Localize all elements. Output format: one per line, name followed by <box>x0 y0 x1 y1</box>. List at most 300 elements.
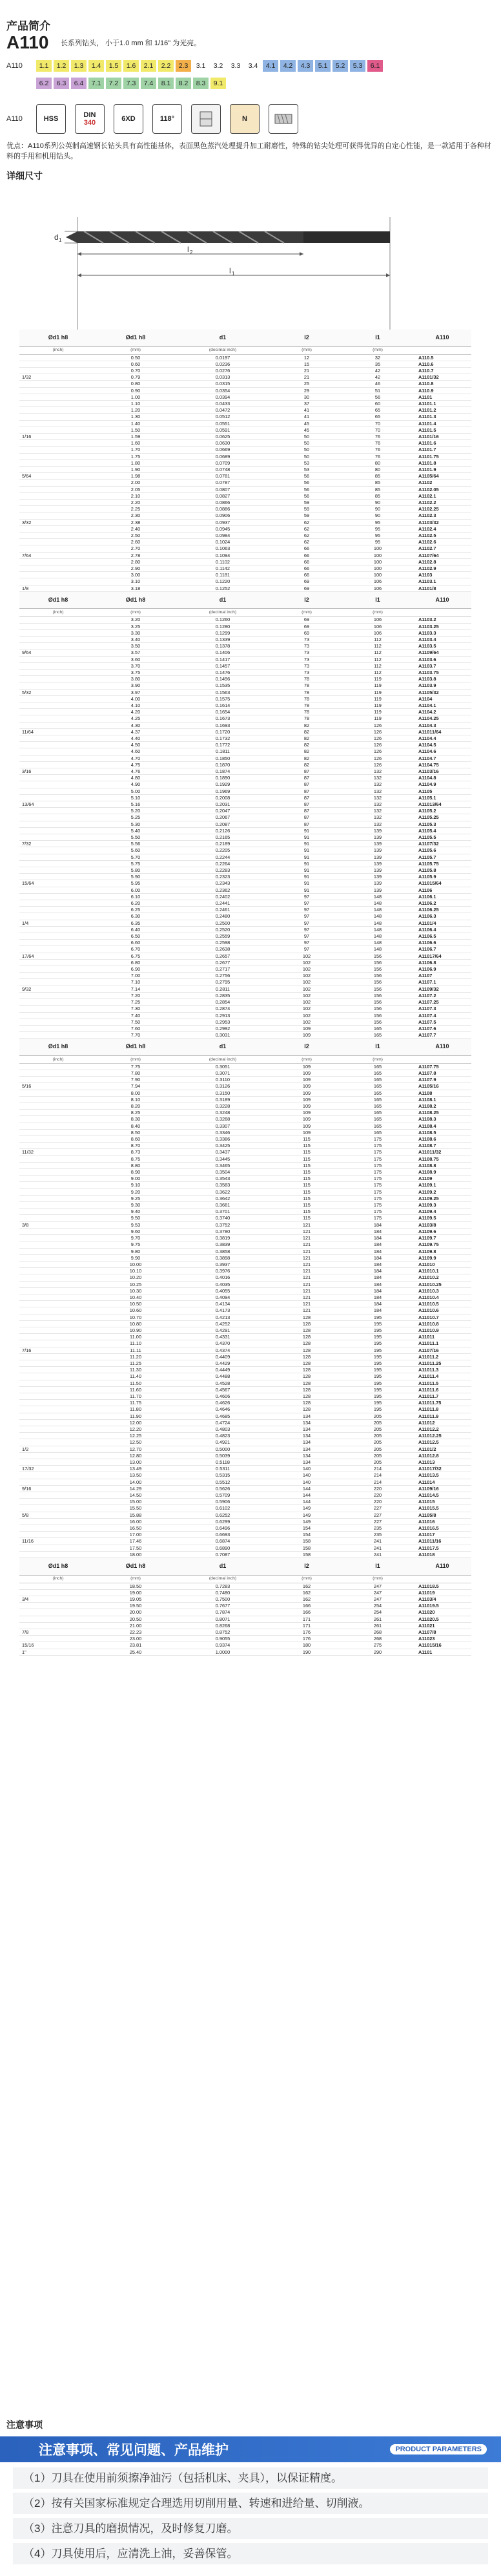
table-cell: 5/16 <box>19 1083 97 1090</box>
table-cell: 0.4134 <box>174 1301 271 1307</box>
table-cell: 85 <box>342 492 413 499</box>
table-cell <box>19 1116 97 1123</box>
table-cell: 112 <box>342 643 413 649</box>
material-chip: 4.2 <box>280 60 296 72</box>
table-cell: 8.90 <box>97 1169 174 1176</box>
banner-subtitle: PRODUCT PARAMETERS <box>390 2444 487 2455</box>
table-cell: A1109.2 <box>413 1188 471 1195</box>
table-cell: 0.8268 <box>174 1622 271 1629</box>
table-cell <box>19 1248 97 1254</box>
table-cell: A1107/64 <box>413 552 471 558</box>
table-cell: 59 <box>271 512 342 519</box>
table-cell: 140 <box>271 1472 342 1479</box>
table-cell: 9.10 <box>97 1182 174 1188</box>
table-cell: 144 <box>271 1499 342 1505</box>
table-cell: 8.70 <box>97 1143 174 1149</box>
table-row <box>19 827 471 834</box>
material-chip: 7.2 <box>106 78 121 89</box>
table-cell <box>19 1281 97 1287</box>
table-row <box>19 459 471 466</box>
material-chip: 6.4 <box>71 78 87 89</box>
table-cell: 1.00 <box>97 394 174 400</box>
table-cell: 95 <box>342 519 413 525</box>
table-row <box>19 1327 471 1333</box>
table-cell: 115 <box>271 1188 342 1195</box>
table-cell: 0.1476 <box>174 669 271 675</box>
table-cell: 0.4016 <box>174 1274 271 1281</box>
table-cell: 9/32 <box>19 986 97 992</box>
size-chips-row-2 <box>0 74 501 92</box>
table-cell: A1102.05 <box>413 486 471 492</box>
table-cell: A1101.2 <box>413 407 471 414</box>
table-cell: 5/64 <box>19 473 97 480</box>
table-row <box>19 742 471 748</box>
table-cell: A1105.25 <box>413 814 471 821</box>
table-cell: 11.75 <box>97 1400 174 1406</box>
table-cell: 78 <box>271 682 342 689</box>
table-cell: 247 <box>342 1596 413 1602</box>
table-cell: 0.2756 <box>174 973 271 979</box>
unit-cell: (mm) <box>342 1575 413 1583</box>
unit-cell <box>413 1055 471 1063</box>
table-cell: 156 <box>342 973 413 979</box>
table-cell: 139 <box>342 860 413 867</box>
table-row <box>19 689 471 695</box>
table-cell: 0.3051 <box>174 1063 271 1070</box>
table-row <box>19 656 471 662</box>
table-cell: 126 <box>342 728 413 735</box>
table-cell: 205 <box>342 1433 413 1439</box>
table-cell: A11011.7 <box>413 1393 471 1399</box>
table-cell <box>19 992 97 998</box>
table-cell: 139 <box>342 841 413 847</box>
table-cell: 102 <box>271 1019 342 1025</box>
table-cell: 119 <box>342 682 413 689</box>
table-cell: 0.0313 <box>174 374 271 381</box>
table-cell: 65 <box>342 414 413 420</box>
table-cell: 134 <box>271 1419 342 1426</box>
table-cell: 0.5709 <box>174 1492 271 1499</box>
table-cell <box>19 1268 97 1274</box>
size-chips <box>36 60 385 72</box>
table-cell: A11011.1 <box>413 1340 471 1347</box>
table-cell: 3/16 <box>19 768 97 774</box>
table-cell <box>19 453 97 459</box>
table-row <box>19 578 471 585</box>
table-cell: 190 <box>271 1649 342 1655</box>
table-row <box>19 1532 471 1538</box>
table-cell: 73 <box>271 649 342 656</box>
table-cell <box>19 539 97 545</box>
table-cell: A1104.4 <box>413 735 471 741</box>
table-cell: 134 <box>271 1459 342 1466</box>
table-cell: 90 <box>342 506 413 512</box>
table-cell: 195 <box>342 1360 413 1366</box>
table-cell <box>19 867 97 874</box>
table-cell: 4.40 <box>97 735 174 741</box>
table-cell: 0.1280 <box>174 623 271 629</box>
table-cell: 0.4803 <box>174 1426 271 1432</box>
table-cell: 0.2598 <box>174 940 271 946</box>
material-chip: 8.3 <box>193 78 209 89</box>
table-row <box>19 1518 471 1525</box>
table-cell: 1.20 <box>97 407 174 414</box>
table-cell: 2.30 <box>97 512 174 519</box>
table-cell: A11013 <box>413 1459 471 1466</box>
table-cell: 0.0937 <box>174 519 271 525</box>
table-cell <box>19 1025 97 1031</box>
table-cell: 82 <box>271 742 342 748</box>
table-cell: 148 <box>342 893 413 900</box>
table-cell: 0.3976 <box>174 1268 271 1274</box>
table-cell <box>19 1583 97 1589</box>
table-cell: A1106.9 <box>413 966 471 973</box>
material-chip: 2.1 <box>141 60 156 72</box>
table-cell: 7.30 <box>97 1006 174 1012</box>
table-cell: A1105 <box>413 788 471 794</box>
table-cell: 2.38 <box>97 519 174 525</box>
table-cell: 0.0748 <box>174 466 271 472</box>
table-cell <box>19 578 97 585</box>
table-cell: A1109.9 <box>413 1254 471 1261</box>
table-cell <box>19 427 97 433</box>
table-cell: A1101/16 <box>413 433 471 439</box>
unit-cell: (mm) <box>271 1575 342 1583</box>
table-cell: 4.30 <box>97 722 174 728</box>
table-cell: 156 <box>342 953 413 959</box>
table-cell: 1.70 <box>97 447 174 453</box>
table-cell: 268 <box>342 1636 413 1642</box>
table-cell: A11012.5 <box>413 1439 471 1446</box>
table-cell: A1109.8 <box>413 1248 471 1254</box>
table-cell: A1105.6 <box>413 847 471 854</box>
table-cell: 139 <box>342 847 413 854</box>
table-cell: 0.4646 <box>174 1406 271 1413</box>
table-cell: 7/16 <box>19 1347 97 1353</box>
table-cell: A1107.5 <box>413 1019 471 1025</box>
table-cell: 0.0669 <box>174 447 271 453</box>
table-cell: 8.00 <box>97 1090 174 1096</box>
table-cell: 0.2677 <box>174 959 271 966</box>
table-cell: 15.00 <box>97 1499 174 1505</box>
unit-cell <box>413 346 471 354</box>
table-cell: A11012.8 <box>413 1452 471 1459</box>
table-cell: 176 <box>271 1636 342 1642</box>
table-row <box>19 748 471 755</box>
table-cell <box>19 755 97 761</box>
table-cell: 3/4 <box>19 1596 97 1602</box>
table-cell: 184 <box>342 1221 413 1228</box>
table-cell: 16.50 <box>97 1525 174 1532</box>
table-cell: 139 <box>342 827 413 834</box>
table-cell <box>19 545 97 552</box>
table-cell: 0.1654 <box>174 709 271 715</box>
table-row <box>19 893 471 900</box>
table-row <box>19 1505 471 1512</box>
table-cell <box>19 572 97 578</box>
table-cell: A1109.3 <box>413 1202 471 1209</box>
table-row <box>19 722 471 728</box>
table-cell: 184 <box>342 1241 413 1248</box>
column-header: Ød1 h8 <box>97 592 174 609</box>
table-cell: 14.29 <box>97 1485 174 1492</box>
table-cell: 17.00 <box>97 1532 174 1538</box>
table-row <box>19 676 471 682</box>
table-cell: A1109 <box>413 1176 471 1182</box>
table-cell: 3.60 <box>97 656 174 662</box>
table-cell: 205 <box>342 1413 413 1419</box>
table-cell <box>19 1367 97 1373</box>
table-cell: A1107.25 <box>413 999 471 1006</box>
material-chip: 3.4 <box>245 60 261 72</box>
table-cell: 5.16 <box>97 801 174 808</box>
table-cell: 132 <box>342 814 413 821</box>
table-row <box>19 433 471 439</box>
table-cell: 0.0394 <box>174 394 271 400</box>
table-cell: 0.1094 <box>174 552 271 558</box>
table-cell: 175 <box>342 1176 413 1182</box>
table-cell: 165 <box>342 1123 413 1129</box>
table-cell: 56 <box>271 486 342 492</box>
table-cell: 10.20 <box>97 1274 174 1281</box>
table-cell <box>19 1439 97 1446</box>
table-cell: 149 <box>271 1518 342 1525</box>
table-cell: 115 <box>271 1215 342 1221</box>
table-cell: 275 <box>342 1642 413 1649</box>
table-cell: 15/16 <box>19 1642 97 1649</box>
unit-cell <box>413 1575 471 1583</box>
table-cell: 82 <box>271 735 342 741</box>
table-cell: 0.3126 <box>174 1083 271 1090</box>
table-row <box>19 1459 471 1466</box>
table-cell: 82 <box>271 728 342 735</box>
table-row <box>19 1281 471 1287</box>
table-cell: 175 <box>342 1143 413 1149</box>
table-cell: 102 <box>271 959 342 966</box>
table-cell <box>19 834 97 841</box>
table-cell: A1106.8 <box>413 959 471 966</box>
product-description: 长系列钻头， 小于1.0 mm 和 1/16" 为光亮。 <box>61 39 201 47</box>
table-cell <box>19 1032 97 1039</box>
table-cell: 97 <box>271 913 342 920</box>
table-cell: 102 <box>271 999 342 1006</box>
table-cell: A1101/32 <box>413 374 471 381</box>
table-cell: 7/8 <box>19 1629 97 1635</box>
table-cell: A1105.9 <box>413 874 471 880</box>
table-cell <box>19 636 97 642</box>
table-cell: 112 <box>342 669 413 675</box>
table-cell: 165 <box>342 1063 413 1070</box>
table-cell: A1109.5 <box>413 1215 471 1221</box>
table-cell <box>19 761 97 768</box>
table-row <box>19 629 471 636</box>
table-row <box>19 545 471 552</box>
table-cell: 0.1870 <box>174 761 271 768</box>
table-row <box>19 1032 471 1039</box>
table-cell: 184 <box>342 1294 413 1300</box>
table-cell: 121 <box>271 1228 342 1234</box>
table-cell <box>19 1320 97 1327</box>
unit-cell: (decimal inch) <box>174 1055 271 1063</box>
table-cell: 0.2835 <box>174 992 271 998</box>
table-cell: 171 <box>271 1622 342 1629</box>
table-cell <box>19 1077 97 1083</box>
table-row <box>19 854 471 860</box>
table-cell: A11011.9 <box>413 1413 471 1419</box>
table-cell: A1107.75 <box>413 1063 471 1070</box>
table-cell: 0.0433 <box>174 400 271 406</box>
table-cell: 0.1563 <box>174 689 271 695</box>
table-cell: 10.70 <box>97 1314 174 1320</box>
table-row <box>19 1609 471 1616</box>
table-cell: A1106 <box>413 887 471 893</box>
table-row <box>19 499 471 505</box>
table-cell: 10.30 <box>97 1287 174 1294</box>
table-cell <box>19 1123 97 1129</box>
table-row <box>19 1136 471 1143</box>
type-n-icon: N <box>230 104 260 134</box>
material-chip: 4.3 <box>298 60 313 72</box>
table-cell: 195 <box>342 1320 413 1327</box>
table-cell: A11011.4 <box>413 1373 471 1380</box>
table-row <box>19 1116 471 1123</box>
table-cell: 69 <box>271 629 342 636</box>
table-row <box>19 532 471 538</box>
table-cell: 158 <box>271 1545 342 1551</box>
table-cell <box>19 1261 97 1267</box>
table-cell: A1108.9 <box>413 1169 471 1176</box>
table-cell: 4.76 <box>97 768 174 774</box>
table-cell: 5.10 <box>97 794 174 801</box>
unit-cell: (mm) <box>97 346 174 354</box>
table-row <box>19 1446 471 1452</box>
table-cell: 0.3189 <box>174 1096 271 1103</box>
table-cell: 220 <box>342 1492 413 1499</box>
table-cell: 184 <box>342 1254 413 1261</box>
table-cell: A11010.3 <box>413 1287 471 1294</box>
table-row <box>19 1386 471 1393</box>
table-cell: 9.20 <box>97 1188 174 1195</box>
table-cell: 195 <box>342 1353 413 1360</box>
table-cell: 149 <box>271 1512 342 1518</box>
table-cell: 5/8 <box>19 1512 97 1518</box>
table-cell: 235 <box>342 1525 413 1532</box>
table-cell: 4.75 <box>97 761 174 768</box>
table-cell: 0.2362 <box>174 887 271 893</box>
table-cell: 0.4606 <box>174 1393 271 1399</box>
table-cell: 128 <box>271 1367 342 1373</box>
table-row <box>19 525 471 532</box>
table-row <box>19 979 471 986</box>
table-cell: 0.0197 <box>174 354 271 361</box>
table-row <box>19 913 471 920</box>
table-cell: 121 <box>271 1261 342 1267</box>
table-cell <box>19 486 97 492</box>
column-header: A110 <box>413 1558 471 1575</box>
table-cell: 0.2087 <box>174 821 271 827</box>
table-cell: 97 <box>271 907 342 913</box>
unit-cell: (mm) <box>97 609 174 617</box>
table-cell <box>19 1551 97 1557</box>
column-header: Ød1 h8 <box>97 330 174 346</box>
table-cell: 91 <box>271 887 342 893</box>
table-row <box>19 420 471 427</box>
table-cell: 3.57 <box>97 649 174 656</box>
table-cell: 0.4921 <box>174 1439 271 1446</box>
material-chip: 3.1 <box>193 60 209 72</box>
table-cell: A11021 <box>413 1622 471 1629</box>
table-cell: 41 <box>271 414 342 420</box>
column-header: l1 <box>342 1558 413 1575</box>
table-cell: 148 <box>342 946 413 953</box>
table-row <box>19 1367 471 1373</box>
table-row <box>19 1254 471 1261</box>
table-row <box>19 1347 471 1353</box>
table-cell: A1109/16 <box>413 1485 471 1492</box>
table-cell: 0.4213 <box>174 1314 271 1320</box>
table-cell: 0.1693 <box>174 722 271 728</box>
table-cell: 21.00 <box>97 1622 174 1629</box>
table-cell: 0.5512 <box>174 1479 271 1485</box>
table-row <box>19 367 471 374</box>
table-cell: 11/16 <box>19 1538 97 1545</box>
table-row <box>19 781 471 788</box>
table-row <box>19 1012 471 1019</box>
product-note: 优点：A110系列公英制高速钢长钻头具有高性能基体，表面黑色蒸汽处理提升加工耐磨性，特殊的钻尖处理可获得优异的自定心性能，是一款适用于各种材料的手用和机用钻头。 <box>6 142 491 160</box>
table-cell: 156 <box>342 979 413 986</box>
table-cell: 6.75 <box>97 953 174 959</box>
table-cell: A11017.5 <box>413 1545 471 1551</box>
sixd-icon: 6XD <box>114 104 143 134</box>
table-cell: 90 <box>342 512 413 519</box>
table-cell: A1103/16 <box>413 768 471 774</box>
material-chip: 7.4 <box>141 78 156 89</box>
table-cell: 6.00 <box>97 887 174 893</box>
table-cell <box>19 1499 97 1505</box>
material-chip: 1.1 <box>36 60 52 72</box>
table-cell: 7.75 <box>97 1063 174 1070</box>
material-chip: 8.2 <box>176 78 191 89</box>
dimension-table <box>19 1558 471 1656</box>
table-cell: A11010.1 <box>413 1268 471 1274</box>
table-cell: 0.2500 <box>174 920 271 926</box>
table-cell: A110.6 <box>413 361 471 367</box>
shank-icon <box>191 104 221 134</box>
table-cell <box>19 1129 97 1135</box>
product-header <box>0 32 501 57</box>
table-row <box>19 572 471 578</box>
table-cell: 0.80 <box>97 381 174 387</box>
size-chips <box>36 78 228 89</box>
table-cell: 3.40 <box>97 636 174 642</box>
table-cell: 1.40 <box>97 420 174 427</box>
angle-icon: 118° <box>152 104 182 134</box>
table-cell: 109 <box>271 1123 342 1129</box>
table-cell: A1102.2 <box>413 499 471 505</box>
table-cell: 5.50 <box>97 834 174 841</box>
table-row <box>19 623 471 629</box>
table-cell: 0.5311 <box>174 1466 271 1472</box>
table-cell: 0.2520 <box>174 926 271 933</box>
table-row <box>19 695 471 702</box>
table-cell: 7.40 <box>97 1012 174 1019</box>
table-cell: 176 <box>271 1629 342 1635</box>
table-cell <box>19 973 97 979</box>
table-cell: A11015/16 <box>413 1642 471 1649</box>
table-cell: 97 <box>271 900 342 907</box>
table-cell: 0.90 <box>97 387 174 394</box>
table-cell: 10.25 <box>97 1281 174 1287</box>
